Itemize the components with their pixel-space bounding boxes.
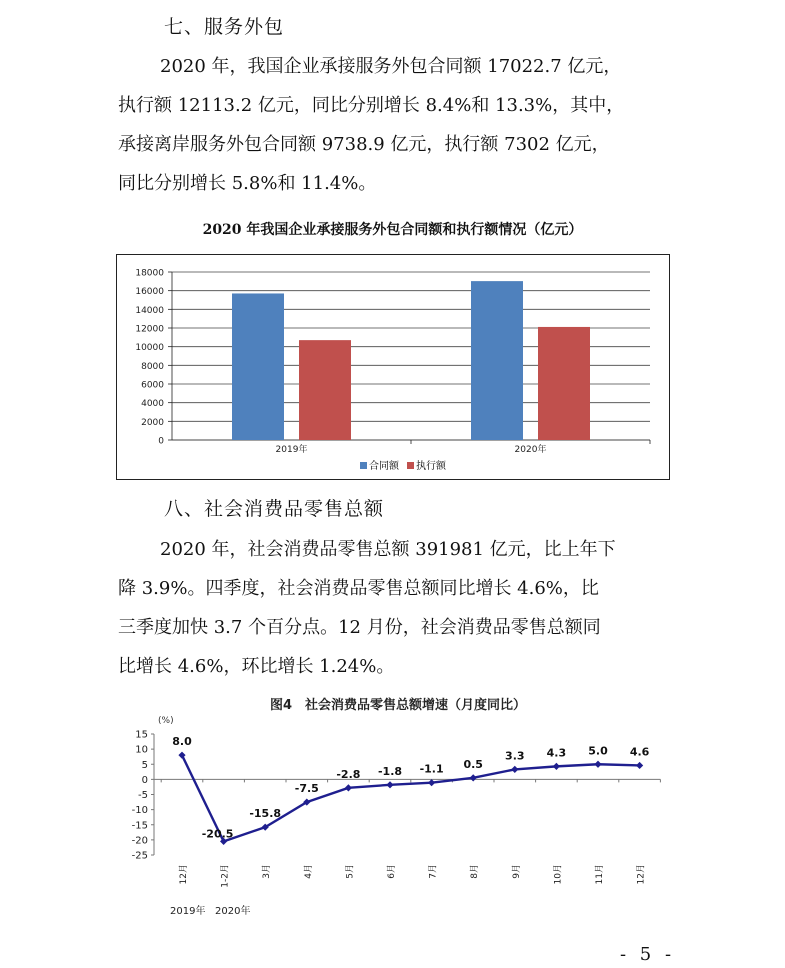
bar-contract-1: [471, 281, 523, 440]
x-category-label: 2020年: [514, 445, 547, 455]
data-label: 0.5: [463, 757, 483, 771]
y-tick-label: 2000: [141, 417, 164, 428]
x-category-label: 10月: [553, 864, 564, 885]
x-category-label: 8月: [470, 864, 481, 879]
line-chart-title: 图4 社会消费品零售总额增速（月度同比）: [270, 698, 527, 713]
paragraph-line: 2020 年，我国企业承接服务外包合同额 17022.7 亿元，: [160, 56, 622, 77]
section-heading-outsourcing: 七、服务外包: [164, 16, 285, 38]
legend-swatch-contract: [360, 462, 367, 469]
data-point: [636, 762, 643, 769]
data-label: -7.5: [294, 782, 319, 796]
data-label: -20.5: [201, 827, 234, 841]
y-tick-label: 0: [158, 436, 164, 447]
y-tick-label: 0: [141, 774, 148, 786]
y-tick-label: -25: [131, 850, 148, 862]
legend-swatch-execution: [407, 462, 414, 469]
x-category-label: 11月: [595, 864, 605, 885]
data-point: [594, 761, 601, 768]
data-label: 4.6: [629, 745, 650, 759]
data-label: 3.3: [505, 749, 525, 763]
y-tick-label: 16000: [135, 287, 164, 298]
x-category-label: 4月: [303, 864, 314, 879]
section-heading-retail: 八、社会消费品零售总额: [164, 498, 385, 520]
y-tick-label: 15: [135, 729, 148, 741]
page-number: - 5 -: [620, 944, 676, 965]
paragraph-line: 比增长 4.6%，环比增长 1.24%。: [118, 656, 395, 677]
y-tick-label: 4000: [141, 399, 164, 410]
x-category-label: 7月: [428, 864, 439, 879]
x-category-label: 3月: [262, 864, 273, 879]
outsourcing-bar-chart: [116, 254, 670, 480]
y-tick-label: 10: [135, 744, 148, 756]
y-tick-label: 12000: [135, 324, 164, 335]
data-point: [428, 779, 435, 786]
y-tick-label: 10000: [135, 343, 164, 354]
data-point: [511, 766, 518, 773]
retail-growth-line-chart: [110, 692, 680, 927]
x-category-label: 9月: [511, 864, 522, 879]
paragraph-line: 降 3.9%。四季度，社会消费品零售总额同比增长 4.6%，比: [118, 578, 599, 599]
data-label: -1.8: [377, 764, 403, 778]
y-tick-label: 8000: [141, 361, 164, 372]
data-label: 5.0: [588, 744, 608, 758]
bar-execution-1: [538, 327, 590, 440]
paragraph-line: 承接离岸服务外包合同额 9738.9 亿元，执行额 7302 亿元，: [118, 134, 610, 155]
year-label-2020: 2020年: [215, 906, 251, 917]
paragraph-line: 同比分别增长 5.8%和 11.4%。: [118, 173, 377, 194]
paragraph-line: 三季度加快 3.7 个百分点。12 月份，社会消费品零售总额同: [118, 617, 601, 638]
data-point: [345, 784, 352, 791]
legend-label-contract: 合同额: [369, 461, 399, 472]
x-category-label: 12月: [179, 864, 189, 885]
x-category-label: 6月: [387, 864, 397, 879]
y-tick-label: 5: [141, 759, 148, 771]
data-point: [386, 781, 393, 788]
line-chart-unit: (%): [158, 716, 174, 726]
paragraph-line: 2020 年，社会消费品零售总额 391981 亿元，比上年下: [160, 539, 616, 560]
data-label: -1.1: [419, 762, 444, 776]
x-category-label: 1-2月: [220, 864, 231, 888]
y-tick-label: -20: [131, 835, 148, 847]
bar-execution-0: [299, 340, 351, 440]
y-tick-label: -15: [131, 820, 148, 832]
x-category-label: 2019年: [275, 445, 308, 455]
data-label: -2.8: [336, 767, 361, 781]
paragraph-line: 执行额 12113.2 亿元，同比分别增长 8.4%和 13.3%，其中，: [118, 95, 625, 116]
x-category-label: 5月: [345, 864, 356, 879]
year-label-2019: 2019年: [170, 906, 206, 917]
y-tick-label: 18000: [135, 268, 164, 279]
y-tick-label: -5: [138, 790, 148, 801]
growth-series-line: [182, 755, 640, 841]
data-label: -15.8: [249, 807, 282, 821]
bar-chart-title: 2020 年我国企业承接服务外包合同额和执行额情况（亿元）: [202, 222, 583, 238]
data-label: 8.0: [172, 735, 192, 749]
data-point: [553, 763, 560, 770]
y-tick-label: 6000: [141, 380, 164, 391]
y-tick-label: 14000: [135, 305, 164, 316]
legend-label-execution: 执行额: [416, 461, 446, 472]
data-label: 4.3: [546, 746, 567, 760]
bar-contract-0: [232, 293, 284, 440]
data-point: [470, 774, 477, 781]
y-tick-label: -10: [131, 805, 148, 817]
x-category-label: 12月: [636, 864, 647, 885]
